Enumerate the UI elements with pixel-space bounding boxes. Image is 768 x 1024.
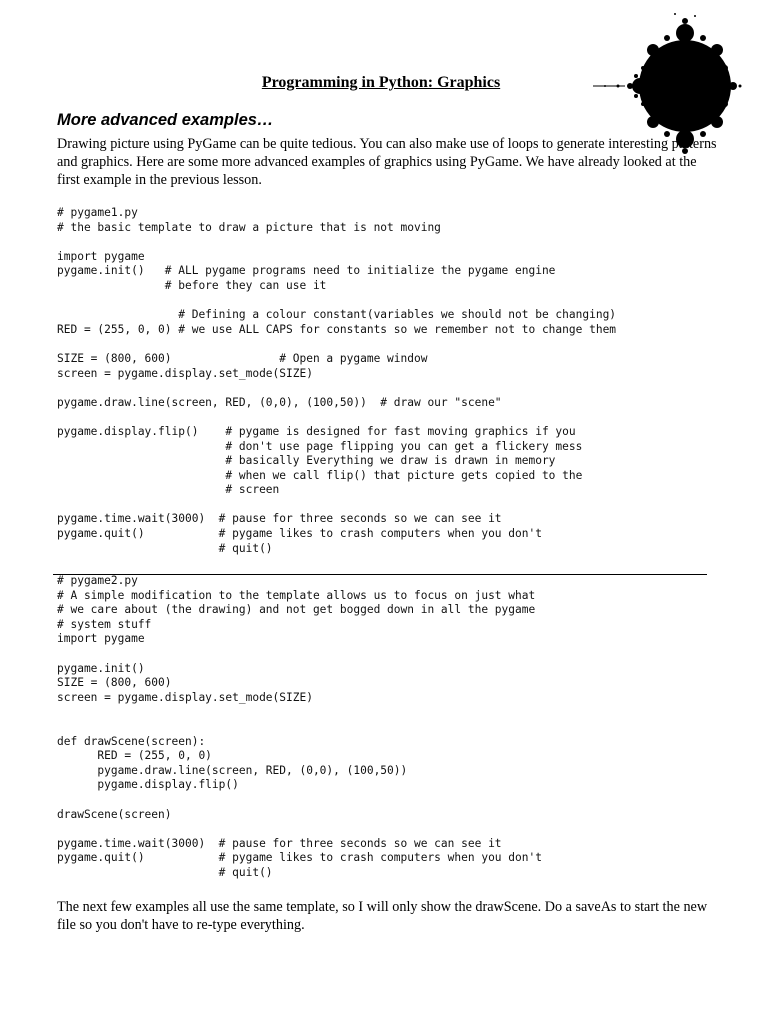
code-line: # Defining a colour constant(variables we should not be changing) — [57, 308, 617, 322]
code-line: # A simple modification to the template allows us to focus on just what — [57, 588, 536, 602]
code-line: # system stuff — [57, 617, 152, 631]
code-line: RED = (255, 0, 0) # we use ALL CAPS for constants so we remember not to change them — [57, 322, 617, 336]
code-line: screen = pygame.display.set_mode(SIZE) — [57, 690, 313, 704]
code-line: # quit() — [57, 541, 273, 555]
code-line: # don't use page flipping you can get a flickery mess — [57, 439, 583, 453]
code-line: # we care about (the drawing) and not get bogged down in all the pygame — [57, 603, 536, 617]
code-line: import pygame — [57, 632, 145, 646]
section-heading: More advanced examples… — [57, 111, 274, 129]
code-line: screen = pygame.display.set_mode(SIZE) — [57, 366, 313, 380]
code-line: # pygame2.py — [57, 574, 138, 587]
code-line: def drawScene(screen): — [57, 734, 206, 748]
code-line: RED = (255, 0, 0) — [57, 749, 212, 763]
code-line: pygame.init() — [57, 661, 145, 675]
code-line: SIZE = (800, 600) — [57, 676, 172, 690]
code-line: import pygame — [57, 249, 145, 263]
outro-paragraph: The next few examples all use the same template, so I will only show the drawScene. Do a saveAs to start the new file so you don't have to re-type everything. — [57, 899, 708, 933]
code-block-pygame2 — [57, 574, 542, 880]
code-line: pygame.init() # ALL pygame programs need to initialize the pygame engine — [57, 264, 556, 278]
code-line: # pygame1.py — [57, 206, 138, 219]
code-line: drawScene(screen) — [57, 807, 172, 821]
code-block-pygame1 — [57, 206, 616, 556]
page-title: Programming in Python: Graphics — [261, 74, 501, 91]
code-line: pygame.display.flip() — [57, 778, 239, 792]
code-line: pygame.display.flip() # pygame is designed for fast moving graphics if you — [57, 424, 576, 438]
code-line: # quit() — [57, 865, 273, 879]
code-line: SIZE = (800, 600) # Open a pygame window — [57, 351, 428, 365]
code-line: pygame.time.wait(3000) # pause for three seconds so we can see it — [57, 836, 502, 850]
code-line: pygame.draw.line(screen, RED, (0,0), (100,50)) # draw our "scene" — [57, 395, 502, 409]
code-line: pygame.time.wait(3000) # pause for three seconds so we can see it — [57, 512, 502, 526]
code-line: pygame.quit() # pygame likes to crash computers when you don't — [57, 851, 542, 865]
code-line: pygame.quit() # pygame likes to crash computers when you don't — [57, 527, 542, 541]
intro-paragraph: Drawing picture using PyGame can be quite tedious. You can also make use of loops to generate interesting patterns and graphics. Here are some more advanced examples of graphics using PyGame. We have already looked at the first example in the previous lesson. — [57, 136, 717, 188]
code-line: pygame.draw.line(screen, RED, (0,0), (100,50)) — [57, 763, 408, 777]
code-line: # before they can use it — [57, 278, 327, 292]
code-line: # when we call flip() that picture gets copied to the — [57, 468, 583, 482]
code-line: # basically Everything we draw is drawn in memory — [57, 454, 556, 468]
code-line: # screen — [57, 483, 280, 497]
code-line: # the basic template to draw a picture that is not moving — [57, 220, 441, 234]
